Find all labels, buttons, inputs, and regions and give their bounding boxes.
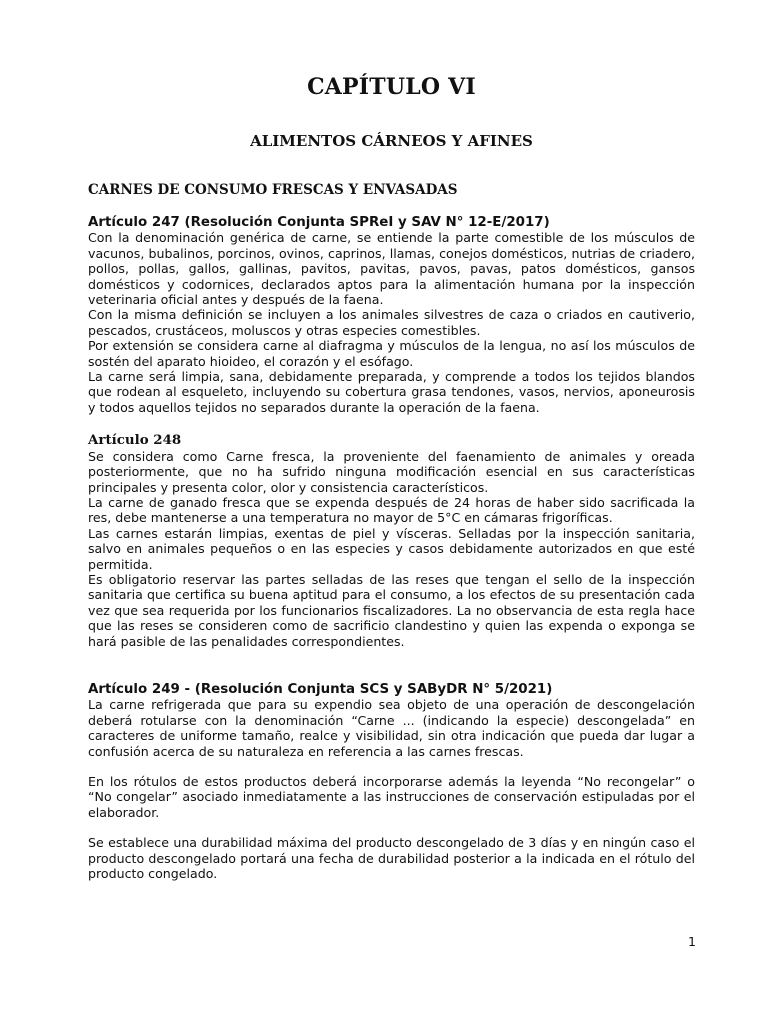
article-paragraph: En los rótulos de estos productos deberá incorporarse además la leyenda “No recongelar” o “No congelar” asociado inmediatamente a las instrucciones de conservación estipuladas por el elaborador. <box>88 774 695 820</box>
article-paragraph: La carne refrigerada que para su expendio sea objeto de una operación de descongelación deberá rotularse con la denominación “Carne ... (indicando la especie) descongelada” en caracteres de uniforme tamaño, realce y visibilidad, sin otra indicación que pueda dar lugar a confusión acerca de su naturaleza en referencia a las carnes frescas. <box>88 697 695 759</box>
article-249 <box>88 682 695 881</box>
article-paragraph: Se establece una durabilidad máxima del producto descongelado de 3 días y en ningún caso el producto descongelado portará una fecha de durabilidad posterior a la indicada en el rótulo del producto congelado. <box>88 835 695 882</box>
article-paragraph: Con la misma definición se incluyen a los animales silvestres de caza o criados en cautiverio, pescados, crustáceos, moluscos y otras especies comestibles. <box>88 307 695 338</box>
article-paragraph: Las carnes estarán limpias, exentas de piel y vísceras. Selladas por la inspección sanitaria, salvo en animales pequeños o en las especies y casos debidamente autorizados en que esté permitida. <box>88 525 695 572</box>
article-heading: Artículo 247 (Resolución Conjunta SPReI y SAV N° 12-E/2017) <box>88 215 550 230</box>
article-paragraph: La carne será limpia, sana, debidamente preparada, y comprende a todos los tejidos blandos que rodean al esqueleto, incluyendo su cobertura grasa tendones, vasos, nervios, aponeurosis y todos aquellos tejidos no separados durante la operación de la faena. <box>88 369 695 415</box>
page-number: 1 <box>688 934 696 949</box>
article-paragraph: Con la denominación genérica de carne, se entiende la parte comestible de los músculos de vacunos, bubalinos, porcinos, ovinos, caprinos, llamas, conejos domésticos, nutrias de criadero, pollos, pollas, gallos, gallinas, pavitos, pavitas, pavos, pavas, patos domésticos, gansos domésticos y codornices, declarados aptos para la alimentación humana por la inspección veterinaria oficial antes y después de la faena. <box>88 230 695 308</box>
article-paragraph: La carne de ganado fresca que se expenda después de 24 horas de haber sido sacrificada la res, debe mantenerse a una temperatura no mayor de 5°C en cámaras frigoríficas. <box>88 494 695 526</box>
subsection-title: CARNES DE CONSUMO FRESCAS Y ENVASADAS <box>88 182 458 198</box>
article-paragraph: Se considera como Carne fresca, la proveniente del faenamiento de animales y oreada posteriormente, que no ha sufrido ninguna modificación esencial en sus características principales y presenta color, olor y consistencia característicos. <box>88 448 695 495</box>
article-248 <box>88 433 695 649</box>
article-paragraph: Por extensión se considera carne al diafragma y músculos de la lengua, no así los músculos de sostén del aparato hioideo, el corazón y el esófago. <box>88 338 695 369</box>
article-paragraph: Es obligatorio reservar las partes selladas de las reses que tengan el sello de la inspección sanitaria que certifica su buena aptitud para el consumo, a los efectos de su presentación cada vez que sea requerida por los funcionarios fiscalizadores. La no observancia de esta regla hace que las reses se consideren como de sacrificio clandestino y quien las expenda o exponga se hará pasible de las penalidades correspondientes. <box>88 571 695 649</box>
article-heading: Artículo 248 <box>88 432 182 449</box>
chapter-title: CAPÍTULO VI <box>307 74 476 100</box>
section-title: ALIMENTOS CÁRNEOS Y AFINES <box>250 132 533 150</box>
article-247 <box>88 215 695 415</box>
article-heading: Artículo 249 - (Resolución Conjunta SCS y SAByDR N° 5/2021) <box>88 681 553 697</box>
document-body <box>88 182 695 881</box>
